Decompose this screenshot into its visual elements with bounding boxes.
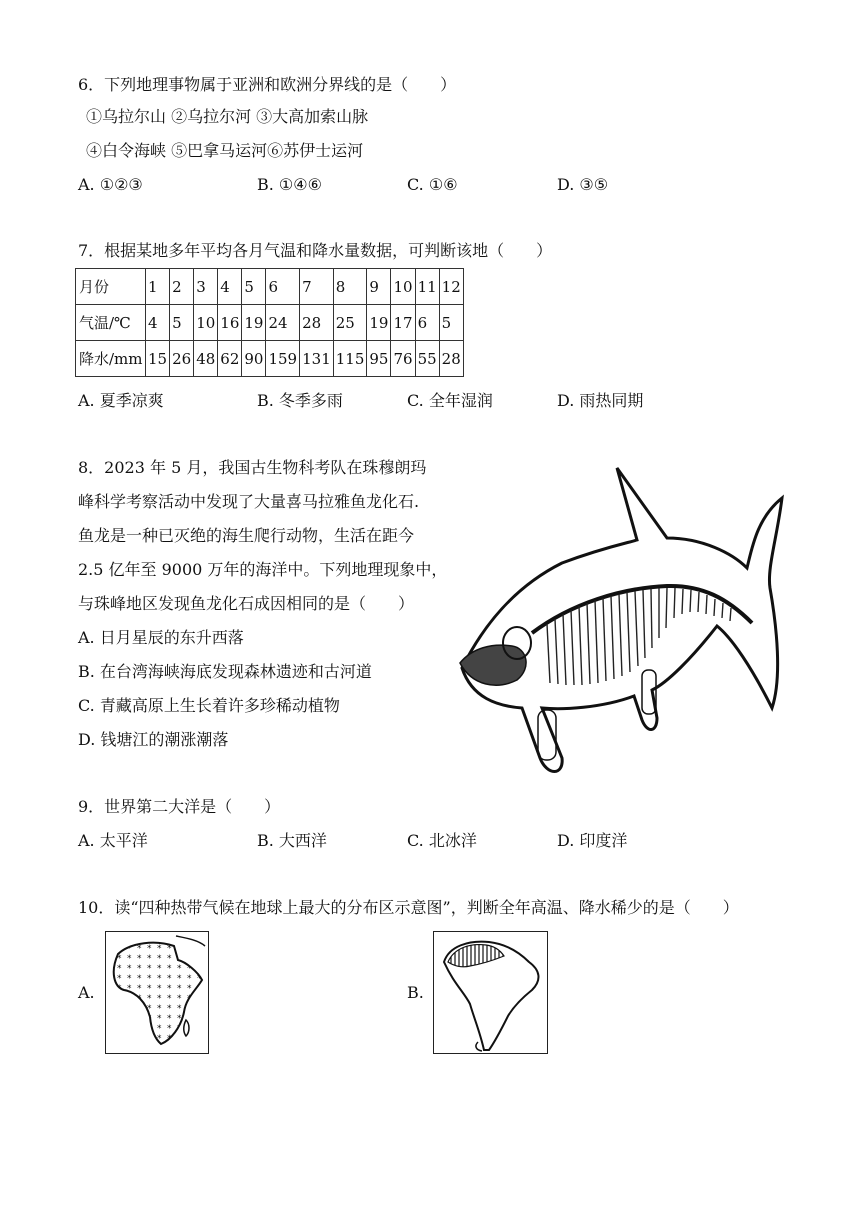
q8-stem-line1: 8．2023 年 5 月，我国古生物科考队在珠穆朗玛 xyxy=(78,458,427,477)
q6-option-a[interactable]: A. ①②③ xyxy=(78,175,143,194)
q9-option-a[interactable]: A. 太平洋 xyxy=(78,831,148,850)
q8-stem-line5: 与珠峰地区发现鱼龙化石成因相同的是（ ） xyxy=(78,594,415,613)
table-cell: 16 xyxy=(218,305,242,341)
table-cell: 2 xyxy=(170,269,194,305)
table-cell: 5 xyxy=(242,269,266,305)
table-cell: 48 xyxy=(194,341,218,377)
africa-map-figure[interactable] xyxy=(105,931,209,1054)
table-cell: 131 xyxy=(300,341,334,377)
table-cell: 气温/℃ xyxy=(76,305,146,341)
table-cell: 1 xyxy=(146,269,170,305)
q6-option-b[interactable]: B. ①④⑥ xyxy=(257,175,322,194)
table-cell: 95 xyxy=(367,341,391,377)
q9-option-d[interactable]: D. 印度洋 xyxy=(557,831,628,850)
table-cell: 28 xyxy=(300,305,334,341)
table-cell: 4 xyxy=(146,305,170,341)
q9-option-c[interactable]: C. 北冰洋 xyxy=(407,831,477,850)
table-cell: 8 xyxy=(333,269,367,305)
table-cell: 28 xyxy=(439,341,463,377)
q6-stem: 6．下列地理事物属于亚洲和欧洲分界线的是（ ） xyxy=(78,75,457,94)
table-cell: 4 xyxy=(218,269,242,305)
table-cell: 115 xyxy=(333,341,367,377)
table-cell: 12 xyxy=(439,269,463,305)
q8-option-d[interactable]: D. 钱塘江的潮涨潮落 xyxy=(78,730,229,749)
south-america-map-figure[interactable] xyxy=(433,931,548,1054)
table-cell: 55 xyxy=(415,341,439,377)
table-cell: 9 xyxy=(367,269,391,305)
q10-option-a[interactable]: A. xyxy=(78,983,95,1002)
q8-option-b[interactable]: B. 在台湾海峡海底发现森林遗迹和古河道 xyxy=(78,662,372,681)
table-cell: 19 xyxy=(367,305,391,341)
q6-items-line1: ①乌拉尔山 ②乌拉尔河 ③大高加索山脉 xyxy=(86,107,369,126)
table-cell: 76 xyxy=(391,341,415,377)
q8-option-a[interactable]: A. 日月星辰的东升西落 xyxy=(78,628,244,647)
table-cell: 15 xyxy=(146,341,170,377)
ichthyosaur-fossil-illustration xyxy=(452,458,792,778)
table-cell: 17 xyxy=(391,305,415,341)
table-cell: 10 xyxy=(391,269,415,305)
q8-stem-line2: 峰科学考察活动中发现了大量喜马拉雅鱼龙化石. xyxy=(78,492,420,511)
q10-option-b[interactable]: B. xyxy=(407,983,424,1002)
south-america-map-icon xyxy=(434,932,546,1052)
q7-option-c[interactable]: C. 全年湿润 xyxy=(407,391,493,410)
q7-stem: 7．根据某地多年平均各月气温和降水量数据，可判断该地（ ） xyxy=(78,241,553,260)
africa-map-icon xyxy=(106,932,207,1052)
q6-option-c[interactable]: C. ①⑥ xyxy=(407,175,458,194)
q9-stem: 9．世界第二大洋是（ ） xyxy=(78,797,281,816)
table-cell: 10 xyxy=(194,305,218,341)
q10-stem: 10．读“四种热带气候在地球上最大的分布区示意图”，判断全年高温、降水稀少的是（ ） xyxy=(78,898,739,917)
table-cell: 7 xyxy=(300,269,334,305)
table-cell: 159 xyxy=(266,341,300,377)
table-cell: 25 xyxy=(333,305,367,341)
q6-option-d[interactable]: D. ③⑤ xyxy=(557,175,609,194)
climate-table xyxy=(75,268,464,377)
q7-option-b[interactable]: B. 冬季多雨 xyxy=(257,391,343,410)
table-cell: 5 xyxy=(439,305,463,341)
table-cell: 90 xyxy=(242,341,266,377)
table-cell: 26 xyxy=(170,341,194,377)
q8-stem-line4: 2.5 亿年至 9000 万年的海洋中。下列地理现象中， xyxy=(78,560,448,579)
table-cell: 6 xyxy=(266,269,300,305)
table-cell: 24 xyxy=(266,305,300,341)
q7-option-a[interactable]: A. 夏季凉爽 xyxy=(78,391,164,410)
table-cell: 6 xyxy=(415,305,439,341)
table-row xyxy=(76,341,464,377)
table-cell: 降水/mm xyxy=(76,341,146,377)
table-cell: 19 xyxy=(242,305,266,341)
table-cell: 5 xyxy=(170,305,194,341)
q9-option-b[interactable]: B. 大西洋 xyxy=(257,831,327,850)
table-cell: 3 xyxy=(194,269,218,305)
q7-option-d[interactable]: D. 雨热同期 xyxy=(557,391,644,410)
q8-stem-line3: 鱼龙是一种已灭绝的海生爬行动物，生活在距今 xyxy=(78,526,415,545)
table-cell: 11 xyxy=(415,269,439,305)
table-cell: 62 xyxy=(218,341,242,377)
q6-items-line2: ④白令海峡 ⑤巴拿马运河⑥苏伊士运河 xyxy=(86,141,364,160)
table-row xyxy=(76,269,464,305)
table-cell: 月份 xyxy=(76,269,146,305)
table-row xyxy=(76,305,464,341)
q8-option-c[interactable]: C. 青藏高原上生长着许多珍稀动植物 xyxy=(78,696,340,715)
